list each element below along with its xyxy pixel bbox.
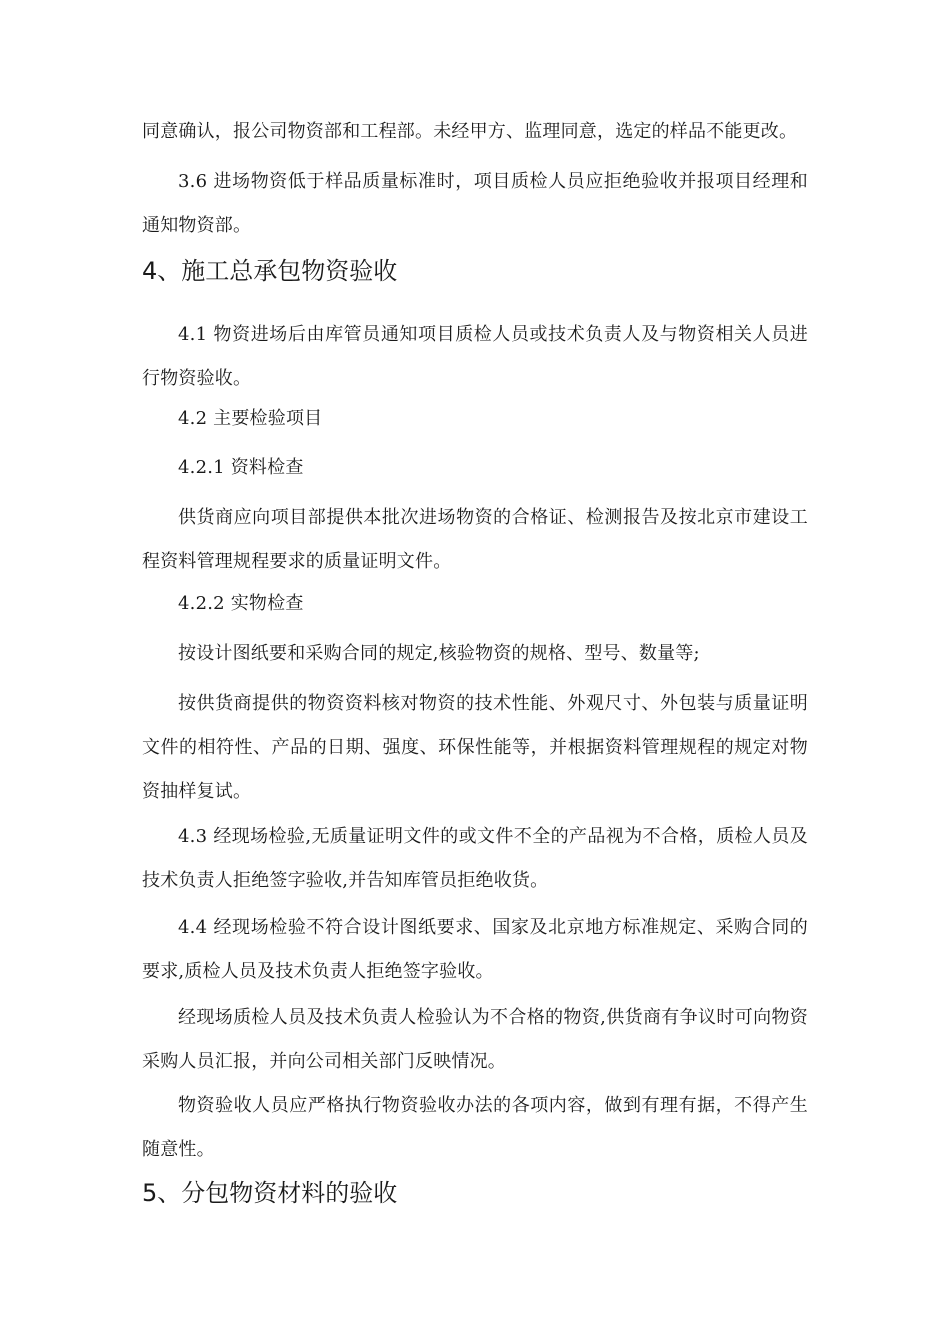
paragraph-sample-confirmation: 同意确认，报公司物资部和工程部。未经甲方、监理同意，选定的样品不能更改。	[142, 121, 798, 142]
paragraph-4-2-1: 4.2.1 资料检查	[178, 457, 304, 478]
paragraph-technical-check: 按供货商提供的物资资料核对物资的技术性能、外观尺寸、外包装与质量证明文件的相符性、产品的日期、强度、环保性能等，并根据资料管理规程的规定对物资抽样复试。	[142, 693, 808, 802]
heading-section-4: 4、施工总承包物资验收	[142, 257, 398, 285]
paragraph-4-2-2: 4.2.2 实物检查	[178, 593, 304, 614]
paragraph-4-4: 4.4 经现场检验不符合设计图纸要求、国家及北京地方标准规定、采购合同的要求,质检人员及技术负责人拒绝签字验收。	[142, 917, 808, 982]
paragraph-4-2: 4.2 主要检验项目	[178, 408, 323, 429]
paragraph-dispute: 经现场质检人员及技术负责人检验认为不合格的物资,供货商有争议时可向物资采购人员汇报，并向公司相关部门反映情况。	[142, 1007, 808, 1072]
paragraph-4-3: 4.3 经现场检验,无质量证明文件的或文件不全的产品视为不合格，质检人员及技术负责人拒绝签字验收,并告知库管员拒绝收货。	[142, 826, 808, 891]
paragraph-3-6: 3.6 进场物资低于样品质量标准时，项目质检人员应拒绝验收并报项目经理和通知物资部。	[142, 171, 808, 236]
paragraph-4-1: 4.1 物资进场后由库管员通知项目质检人员或技术负责人及与物资相关人员进行物资验收。	[142, 324, 808, 389]
paragraph-supplier-documents: 供货商应向项目部提供本批次进场物资的合格证、检测报告及按北京市建设工程资料管理规程要求的质量证明文件。	[142, 507, 808, 572]
heading-section-5: 5、分包物资材料的验收	[142, 1179, 398, 1207]
paragraph-strict-execution: 物资验收人员应严格执行物资验收办法的各项内容，做到有理有据，不得产生随意性。	[142, 1095, 808, 1160]
paragraph-design-check: 按设计图纸要和采购合同的规定,核验物资的规格、型号、数量等;	[178, 643, 700, 664]
